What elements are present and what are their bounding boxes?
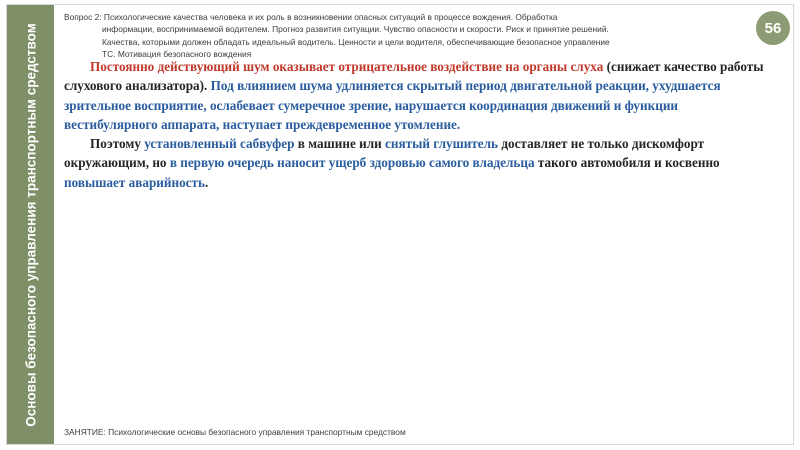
slide-number: 56 <box>764 19 782 37</box>
header-line-4: ТС. Мотивация безопасного вождения <box>102 48 252 59</box>
p2-text-5: . <box>204 174 209 190</box>
slide-number-badge <box>756 11 790 45</box>
footer-text: Психологические основы безопасного управления транспортным средством <box>105 427 406 437</box>
p2-highlight-4: повышает аварийность <box>64 174 205 190</box>
p2-highlight-3: в первую очередь наносит ущерб здоровью самого владельца <box>169 155 535 171</box>
p2-text-3: доставляет не только дискомфорт окружающим, но <box>64 136 705 171</box>
header-line-2: информации, воспринимаемой водителем. Прогноз развития ситуации. Чувство опасности и скорости. Риск и принятие решений. <box>102 24 609 35</box>
paragraph-1 <box>64 57 764 134</box>
p1-highlight-blue: Под влиянием шума удлиняется скрытый период двигательной реакции, ухудшается зрительное восприятие, ослабевает сумеречное зрение, нарушается координация движений и функции вестибулярного аппарата, наступает преждевременное утомление. <box>64 78 721 132</box>
header-line-3: Качества, которыми должен обладать идеальный водитель. Ценности и цели водителя, обеспечивающие безопасное управление <box>102 36 610 47</box>
paragraph-2 <box>64 134 764 192</box>
sidebar-title: Основы безопасного управления транспортным средством <box>23 22 38 427</box>
p2-text-2: в машине или <box>294 136 385 152</box>
p2-highlight-2: снятый глушитель <box>385 136 499 152</box>
question-header <box>64 11 754 60</box>
main-text <box>64 57 764 192</box>
header-line-1: Вопрос 2: Психологические качества человека и их роль в возникновении опасных ситуаций в процессе вождения. Обработка <box>64 12 558 22</box>
footer-label: ЗАНЯТИЕ: <box>64 427 106 437</box>
p1-highlight-red: Постоянно действующий шум оказывает отрицательное воздействие на органы слуха <box>90 59 604 74</box>
p1-text: (снижает качество работы слухового анализатора). <box>64 59 764 94</box>
footer <box>64 427 406 437</box>
p2-text-4: такого автомобиля и косвенно <box>534 155 720 171</box>
sidebar <box>7 5 54 444</box>
p2-highlight-1: установленный сабвуфер <box>144 136 295 152</box>
p2-text-1: Поэтому <box>90 136 145 152</box>
